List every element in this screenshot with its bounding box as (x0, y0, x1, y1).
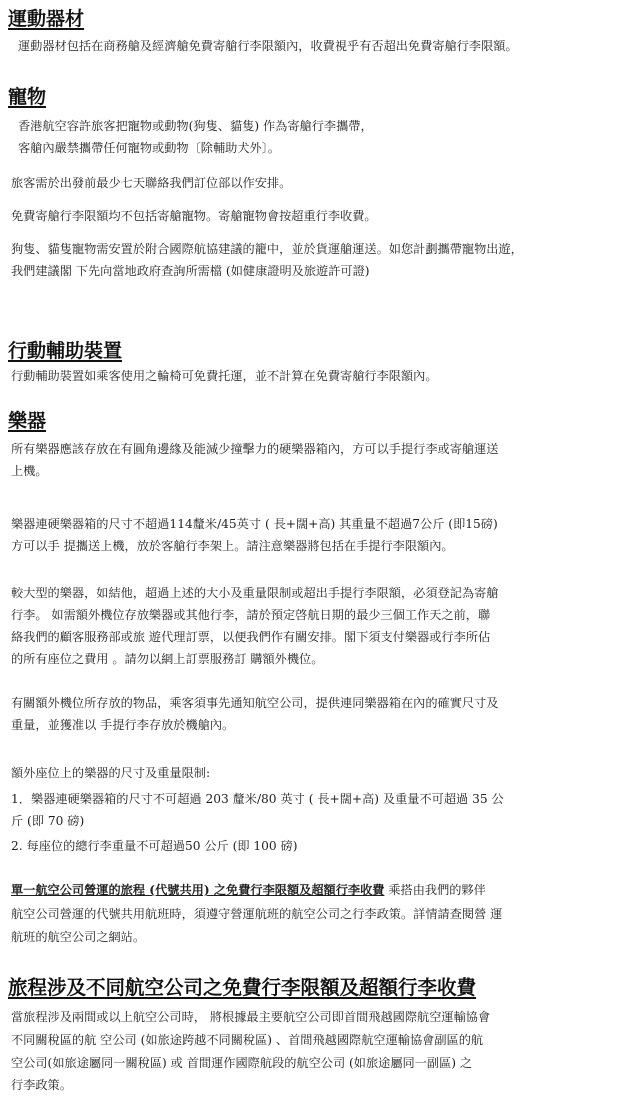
music-p3-line2: 行李。 如需額外機位存放樂器或其他行李，請於預定啓航日期的最少三個工作天之前，聯 (11, 608, 491, 622)
heading-musical-instruments: 樂器 (8, 410, 47, 432)
multi-line2: 不同關稅區的航 空公司 (如旅途跨越不同關稅區) 、首間飛越國際航空運輸協會副區的航 (11, 1033, 484, 1047)
codeshare-line1 (11, 879, 486, 901)
pets-p4-line2: 我們建議閣 下先向當地政府查詢所需檔 (如健康證明及旅遊許可證) (11, 264, 370, 278)
music-p2-line1: 樂器連硬樂器箱的尺寸不超過114釐米/45英寸 ( 長+闊+高) 其重量不超過7公斤 (即15磅) (11, 517, 498, 531)
pets-p1-line2: 客艙內嚴禁攜帶任何寵物或動物〔除輔助犬外〕。 (18, 141, 281, 155)
codeshare-line3: 航班的航空公司之網站。 (11, 930, 146, 944)
music-p3-line4: 的所有座位之費用 。請勿以網上訂票服務訂 購額外機位。 (11, 652, 324, 666)
music-p7: 2. 每座位的總行李重量不可超過50 公斤 (即 100 磅) (11, 839, 298, 853)
mobility-text: 行動輔助裝置如乘客使用之輪椅可免費托運，並不計算在免費寄艙行李限額內。 (11, 369, 438, 383)
codeshare-line1-rest: 乘搭由我們的夥伴 (388, 883, 486, 897)
music-p3-line3: 絡我們的顧客服務部或旅 遊代理訂票，以便我們作有關安排。閣下須支付樂器或行李所佔 (11, 630, 491, 644)
music-p4-line1: 有關額外機位所存放的物品，乘客須事先通知航空公司，提供連同樂器箱在內的確實尺寸及 (11, 696, 499, 710)
codeshare-line2: 航空公司營運的代號共用航班時，須遵守營運航班的航空公司之行李政策。詳情請查閱營 運 (11, 907, 503, 921)
multi-line3: 空公司(如旅途屬同一關稅區) 或 首間運作國際航段的航空公司 (如旅途屬同一副區) 之 (11, 1056, 473, 1070)
music-p6-line2: 斤 (即 70 磅) (11, 814, 85, 828)
music-p3-line1: 較大型的樂器，如結他，超過上述的大小及重量限制或超出手提行李限額，必須登記為寄艙 (11, 586, 499, 600)
multi-line4: 行李政策。 (11, 1078, 72, 1092)
sports-text: 運動器材包括在商務艙及經濟艙免費寄艙行李限額內，收費視乎有否超出免費寄艙行李限額。 (18, 39, 518, 53)
music-p2-line2: 方可以手 提攜送上機，放於客艙行李架上。請注意樂器將包括在手提行李限額內。 (11, 539, 454, 553)
heading-sports-equipment: 運動器材 (8, 8, 85, 30)
pets-p4-line1: 狗隻、貓隻寵物需安置於附合國際航協建議的籠中，並於貨運艙運送。如您計劃攜帶寵物出遊， (11, 242, 523, 256)
music-p5: 額外座位上的樂器的尺寸及重量限制: (11, 766, 211, 780)
pets-p3: 免費寄艙行李限額均不包括寄艙寵物。寄艙寵物會按超重行李收費。 (11, 209, 377, 223)
pets-p1-line1: 香港航空容許旅客把寵物或動物(狗隻、貓隻) 作為寄艙行李攜帶， (18, 119, 373, 133)
pets-p2: 旅客需於出發前最少七天聯絡我們訂位部以作安排。 (11, 176, 292, 190)
heading-pets: 寵物 (8, 86, 47, 108)
music-p4-line2: 重量，並獲准以 手提行李存放於機艙內。 (11, 718, 235, 732)
codeshare-lead: 單一航空公司營運的旅程 (代號共用) 之免費行李限額及超額行李收費 (11, 883, 385, 897)
heading-multi-carrier-baggage: 旅程涉及不同航空公司之免費行李限額及超額行李收費 (8, 976, 477, 999)
music-p1-line1: 所有樂器應該存放在有圓角邊緣及能減少撞擊力的硬樂器箱內，方可以手提行李或寄艙運送 (11, 442, 499, 456)
music-p6-line1: 1．樂器連硬樂器箱的尺寸不可超過 203 釐米/80 英寸 ( 長+闊+高) 及重量不可超過 35 公 (11, 792, 504, 806)
heading-mobility-aids: 行動輔助裝置 (8, 340, 123, 362)
music-p1-line2: 上機。 (11, 464, 48, 478)
multi-line1: 當旅程涉及兩間或以上航空公司時， 將根據最主要航空公司即首間飛越國際航空運輸協會 (11, 1010, 491, 1024)
